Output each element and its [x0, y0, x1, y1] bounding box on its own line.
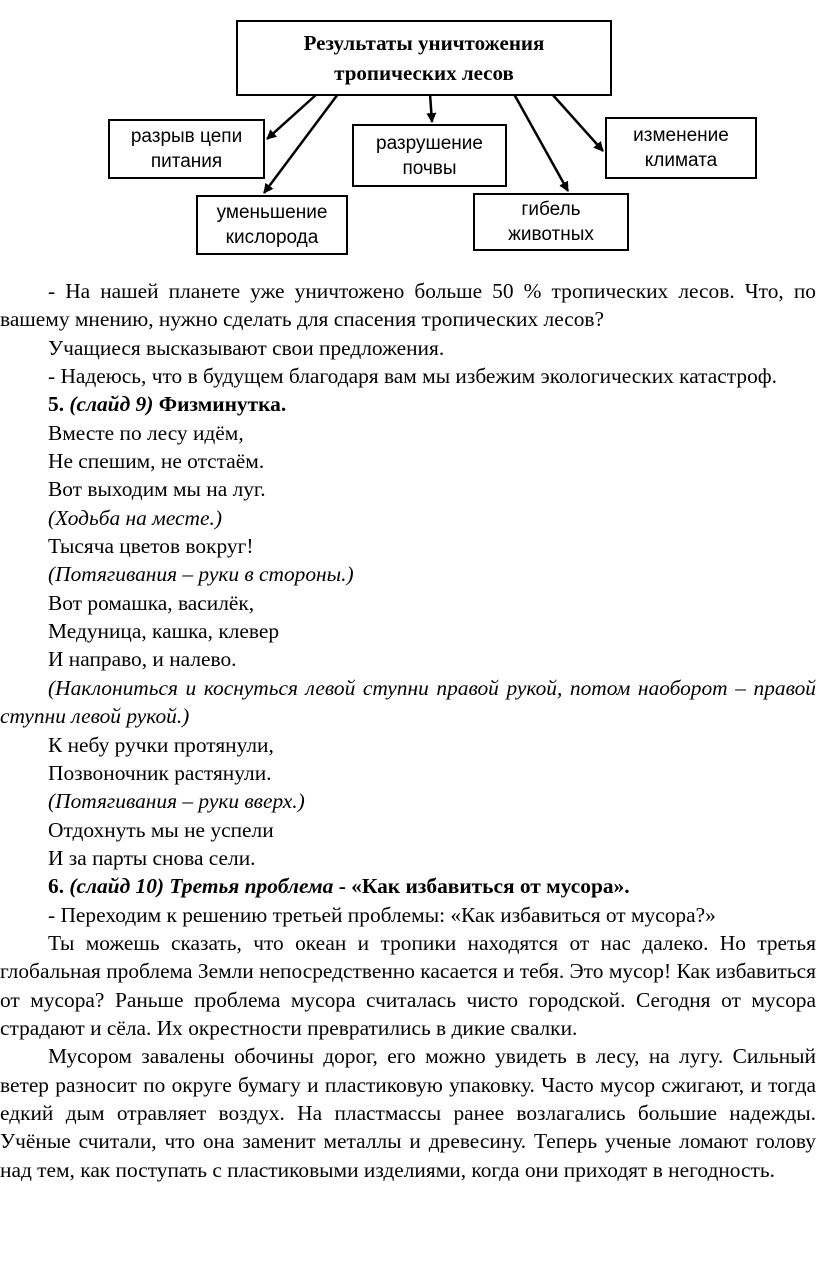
box-soil-label: разрушение почвы — [376, 132, 483, 179]
arrow-climate — [552, 94, 603, 151]
section-6-number: 6. — [48, 874, 70, 899]
section-5-heading — [0, 390, 816, 418]
box-animals — [473, 193, 629, 251]
diagram — [0, 0, 816, 262]
box-oxygen — [196, 195, 348, 255]
poem-instruction: (Ходьба на месте.) — [48, 505, 222, 530]
poem-line: Вот ромашка, василёк, — [48, 590, 255, 615]
box-food-chain-label: разрыв цепи питания — [130, 126, 243, 172]
section-6-slide: (слайд 10) Третья проблема — [69, 874, 334, 899]
paragraph-third-problem: - Переходим к решению третьей проблемы: «Как избавиться от мусора?» — [48, 902, 716, 927]
poem-line: Отдохнуть мы не успели — [48, 817, 274, 842]
paragraph-garbage-intro: Ты можешь сказать, что океан и тропики находятся от нас далеко. Но третья глобальная проблема Земли непосредственно касается и тебя. Это мусор! Как избавиться от мусора? Раньше проблема мусора считалась чисто городской. Сегодня от мусора страдают и сёла. Их окрестности превратились в дикие свалки. — [0, 930, 816, 1040]
section-5-number: 5. — [48, 392, 70, 417]
arrow-animals — [514, 94, 568, 191]
poem-line: И направо, и налево. — [48, 647, 237, 672]
box-animals-label: гибель животных — [508, 199, 594, 245]
section-6-heading — [0, 872, 816, 900]
poem-line: Позвоночник растянули. — [48, 760, 272, 785]
paragraph-garbage-details: Мусором завалены обочины дорог, его можно увидеть в лесу, на лугу. Сильный ветер разносит по округе бумагу и пластиковую упаковку. Часто мусор сжигают, и тогда едкий дым отравляет воздух. На пластмассы ранее возлагались большие надежды. Учёные считали, что она заменит металлы и древесину. Теперь ученые ломают голову над тем, как поступать с пластиковыми изделиями, когда они приходят в негодность. — [0, 1044, 816, 1182]
poem-instruction: (Потягивания – руки в стороны.) — [48, 562, 354, 587]
diagram-title-box — [236, 20, 612, 96]
poem-line: Медуница, кашка, клевер — [48, 619, 280, 644]
poem-instruction: (Наклониться и коснуться левой ступни правой рукой, потом наоборот – правой ступни левой рукой.) — [0, 675, 816, 729]
paragraph-forests-question: - На нашей планете уже уничтожено больше 50 % тропических лесов. Что, по вашему мнению, нужно сделать для спасения тропических лесов? — [0, 279, 816, 332]
document-body — [0, 277, 816, 1184]
paragraph-hope: - Надеюсь, что в будущем благодаря вам мы избежим экологических катастроф. — [48, 364, 777, 389]
box-climate — [605, 117, 757, 179]
section-6-title: - «Как избавиться от мусора». — [333, 874, 630, 899]
box-climate-label: изменение климата — [633, 125, 729, 171]
poem-line: Не спешим, не отстаём. — [48, 449, 265, 474]
section-5-title: Физминутка. — [153, 392, 287, 417]
poem-line: Тысяча цветов вокруг! — [48, 534, 254, 559]
poem-line: К небу ручки протянули, — [48, 732, 274, 757]
box-soil — [352, 124, 507, 187]
paragraph-students-propose: Учащиеся высказывают свои предложения. — [48, 335, 445, 360]
box-food-chain — [108, 119, 265, 179]
poem-line: Вместе по лесу идём, — [48, 420, 244, 445]
diagram-title: Результаты уничтожения тропических лесов — [303, 31, 545, 85]
poem-instruction: (Потягивания – руки вверх.) — [48, 789, 305, 814]
poem-line: И за парты снова сели. — [48, 845, 256, 870]
section-5-slide: (слайд 9) — [69, 392, 154, 417]
poem-line: Вот выходим мы на луг. — [48, 477, 266, 502]
arrow-soil — [430, 94, 432, 122]
box-oxygen-label: уменьшение кислорода — [216, 202, 328, 248]
